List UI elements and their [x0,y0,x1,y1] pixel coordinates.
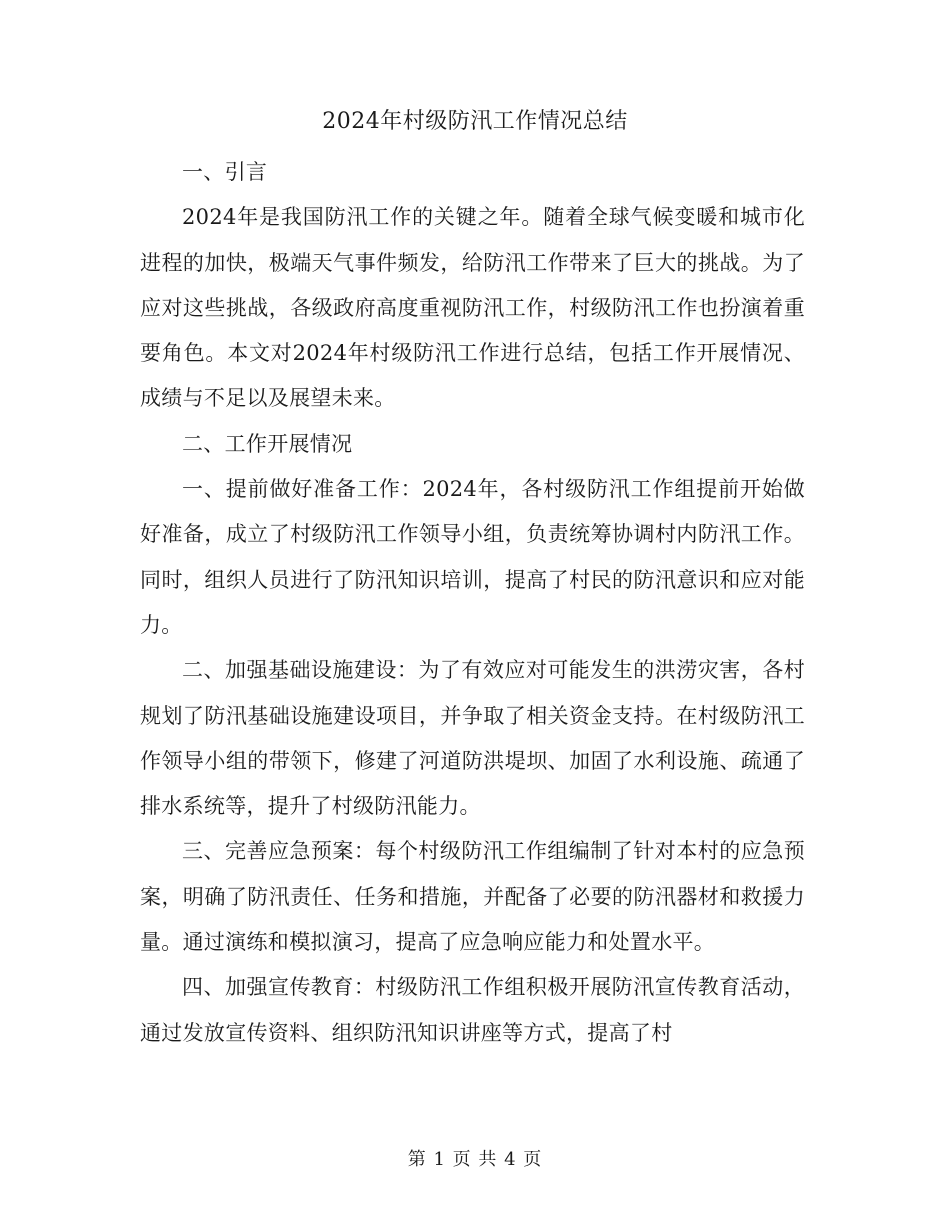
page-number-footer: 第 1 页 共 4 页 [407,1149,543,1170]
paragraph-intro: 2024年是我国防汛工作的关键之年。随着全球气候变暖和城市化进程的加快，极端天气事件频发，给防汛工作带来了巨大的挑战。为了应对这些挑战，各级政府高度重视防汛工作，村级防汛工作也扮演着重要角色。本文对2024年村级防汛工作进行总结，包括工作开展情况、成绩与不足以及展望未来。 [140,205,805,411]
paragraph-publicity: 四、加强宣传教育：村级防汛工作组积极开展防汛宣传教育活动，通过发放宣传资料、组织防汛知识讲座等方式，提高了村 [140,975,805,1045]
paragraph-emergency-plan: 三、完善应急预案：每个村级防汛工作组编制了针对本村的应急预案，明确了防汛责任、任务和措施，并配备了必要的防汛器材和救援力量。通过演练和模拟演习，提高了应急响应能力和处置水平。 [140,839,805,955]
section-heading-intro: 一、引言 [182,160,268,184]
paragraph-infrastructure: 二、加强基础设施建设：为了有效应对可能发生的洪涝灾害，各村规划了防汛基础设施建设项目，并争取了相关资金支持。在村级防汛工作领导小组的带领下，修建了河道防洪堤坝、加固了水利设施、疏通了排水系统等，提升了村级防汛能力。 [140,658,805,819]
paragraph-preparation: 一、提前做好准备工作：2024年，各村级防汛工作组提前开始做好准备，成立了村级防汛工作领导小组，负责统筹协调村内防汛工作。同时，组织人员进行了防汛知识培训，提高了村民的防汛意识和应对能力。 [140,477,805,637]
document-body [140,150,805,1056]
document-title: 2024年村级防汛工作情况总结 [322,109,628,134]
section-heading-work: 二、工作开展情况 [182,431,353,456]
